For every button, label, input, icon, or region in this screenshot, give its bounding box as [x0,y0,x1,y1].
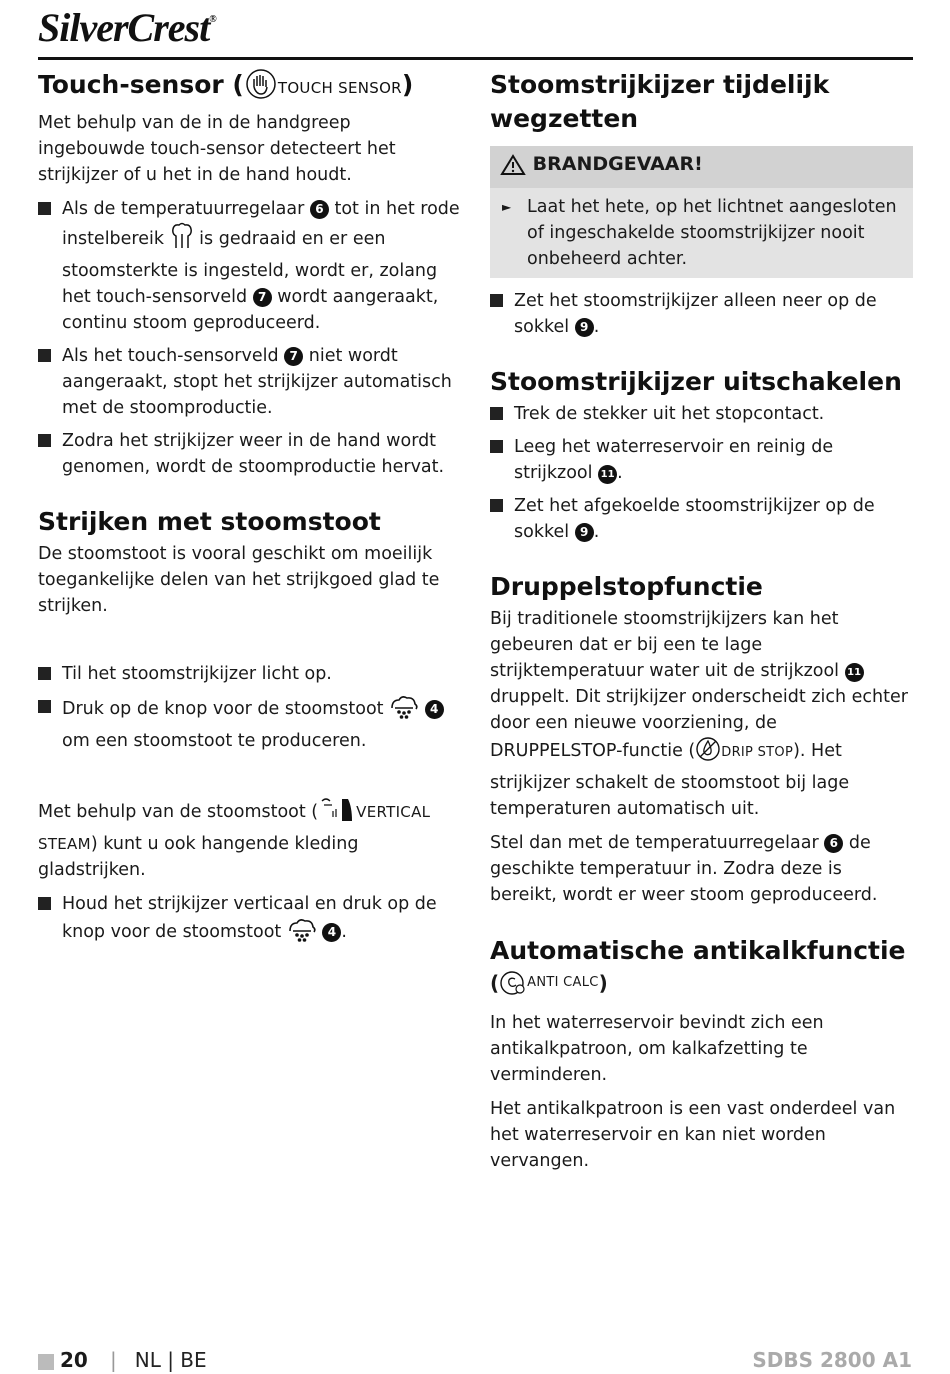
antikalk-paragraph-2: Het antikalkpatroon is een vast onderdeel van het waterreservoir en kan niet worden vervangen. [490,1099,896,1171]
list-item: Leeg het waterreservoir en reinig de strijkzool 11 . [490,434,913,486]
antikalk-paragraph-1: In het waterreservoir bevindt zich een antikalkpatroon, om kalkafzetting te verminderen. [490,1013,824,1085]
anti-calc-icon [499,970,527,1002]
list-item: Als het touch-sensorveld 7 niet wordt aangeraakt, stopt het strijkijzer automatisch met de stoomproductie. [38,343,463,421]
vertical-steam-paragraph: Met behulp van de stoomstoot ( VERTICAL STEAM) kunt u ook hangende kleding gladstrijken. [38,795,463,883]
antikalk-heading: Automatische antikalkfunctie [490,936,906,965]
list-item: Til het stoomstrijkijzer licht op. [38,661,463,687]
left-column [38,68,463,958]
uitschakelen-list [490,401,913,545]
warning-body: ► Laat het hete, op het lichtnet aangesloten of ingeschakelde stoomstrijkijzer nooit onbeheerd achter. [502,197,897,269]
list-item: Zet het stoomstrijkijzer alleen neer op de sokkel 9 . [490,288,913,340]
part-number-badge: 6 [824,834,843,853]
drip-stop-icon [695,736,721,770]
tijdelijk-heading: Stoomstrijkijzer tijdelijk wegzetten [490,70,830,133]
stoomstoot-intro: De stoomstoot is vooral geschikt om moeilijk toegankelijke delen van het strijkgoed glad te strijken. [38,544,440,616]
part-number-badge: 7 [284,347,303,366]
touch-list [38,196,463,480]
right-column [490,68,913,1182]
brand-logo [38,4,216,51]
steam-burst-icon [389,694,419,728]
druppelstop-heading: Druppelstopfunctie [490,572,763,601]
stoomstoot-heading: Strijken met stoomstoot [38,507,381,536]
uitschakelen-heading: Stoomstrijkijzer uitschakelen [490,367,902,396]
steam-burst-icon [287,917,317,951]
model-number: SDBS 2800 A1 [752,1348,912,1372]
druppelstop-paragraph-1: Bij traditionele stoomstrijkijzers kan het gebeuren dat er bij een te lage strijktemperatuur water uit de strijkzool 11 druppelt. Dit strijkijzer onderscheidt zich echter door een nieuwe voorziening, de DRUPPELSTOP-functie ( DRIP STOP). Het strijkijzer schakelt de stoomstoot bij lage temperaturen automatisch uit. [490,609,908,819]
part-number-badge: 6 [310,200,329,219]
page-number: 20 [60,1348,88,1372]
part-number-badge: 9 [575,318,594,337]
language-code: | NL | BE [110,1348,207,1372]
header-rule [38,57,913,60]
touch-sensor-heading: Touch-sensor ( TOUCH SENSOR) [38,68,463,108]
part-number-badge: 4 [425,700,444,719]
list-item: Zet het afgekoelde stoomstrijkijzer op de sokkel 9 . [490,493,913,545]
list-item: Druk op de knop voor de stoomstoot 4 om een stoomstoot te produceren. [38,694,463,754]
vertical-list [38,891,463,951]
part-number-badge: 4 [322,923,341,942]
part-number-badge: 11 [845,663,864,682]
warning-triangle-icon [500,154,526,184]
list-item: Als de temperatuurregelaar 6 tot in het rode instelbereik is gedraaid en er een stoomsterkte is ingesteld, wordt er, zolang het touch-sensorveld 7 wordt aangeraakt, continu stoom geproduceerd. [38,196,463,336]
brand-text: SilverCrest [38,5,210,50]
stoomstoot-list [38,661,463,754]
tijdelijk-list [490,288,913,340]
druppelstop-paragraph-2: Stel dan met de temperatuurregelaar 6 de geschikte temperatuur in. Zodra deze is bereikt, wordt er weer stoom geproduceerd. [490,833,878,905]
arrow-right-icon: ► [502,200,512,214]
warning-box [490,146,913,278]
steam-red-range-icon [170,222,194,258]
vertical-steam-icon [318,795,356,831]
antikalk-subtitle: ( $^{ANTI CALC}$) [490,970,913,1002]
list-item: Trek de stekker uit het stopcontact. [490,401,913,427]
list-item: Houd het strijkijzer verticaal en druk op de knop voor de stoomstoot 4 . [38,891,463,951]
touch-intro: Met behulp van de in de handgreep ingebouwde touch-sensor detecteert het strijkijzer of u het in de hand houdt. [38,113,396,185]
registered-mark: ® [209,14,216,25]
warning-header: BRANDGEVAAR! [490,146,913,188]
part-number-badge: 11 [598,465,617,484]
part-number-badge: 9 [575,523,594,542]
footer-square [38,1354,54,1370]
list-item: Zodra het strijkijzer weer in de hand wordt genomen, wordt de stoomproductie hervat. [38,428,463,480]
hand-touch-icon [244,69,278,108]
part-number-badge: 7 [253,288,272,307]
